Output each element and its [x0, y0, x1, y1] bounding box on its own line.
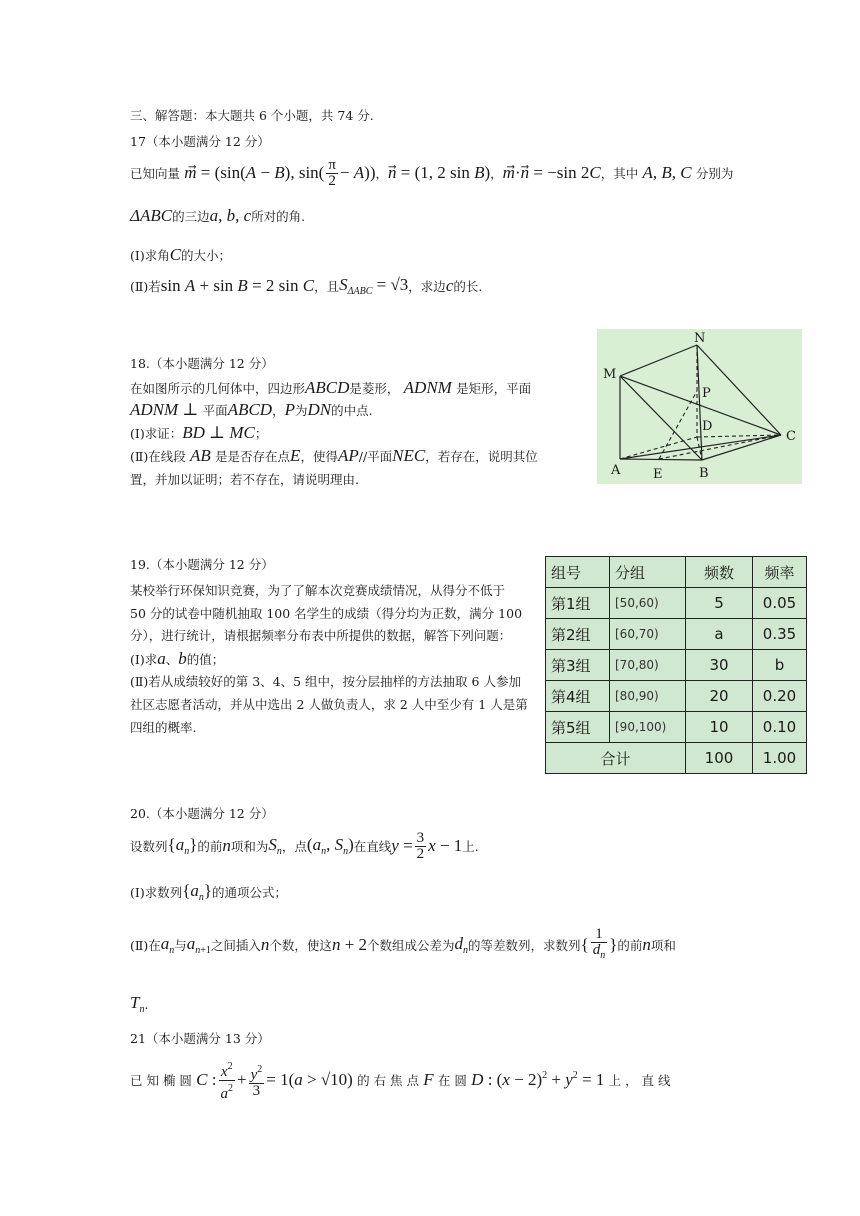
q19-part2-line: (Ⅱ)若从成绩较好的第 3、4、5 组中，按分层抽样的方法抽取 6 人参加 [130, 674, 521, 689]
table-cell: [90,100) [610, 712, 686, 743]
table-row [546, 619, 807, 650]
table-cell: 0.35 [753, 619, 807, 650]
table-row [546, 712, 807, 743]
table-cell: [60,70) [610, 619, 686, 650]
q18-title: 18.（本小题满分 12 分） [130, 356, 274, 371]
table-header-row [546, 557, 807, 588]
table-row [546, 650, 807, 681]
q17-part2: (Ⅱ)若 sin A + sin B = 2 sin C ，且 $S_{\Delta ABC} = √3$ ，求边 c 的长. [130, 275, 483, 297]
table-cell: 100 [686, 743, 753, 774]
label-A: A [611, 463, 621, 478]
q19-part1: (Ⅰ)求 a 、 b 的值； [130, 649, 225, 668]
label-D: D [702, 419, 713, 434]
q20-title: 20.（本小题满分 12 分） [130, 806, 274, 821]
label-B: B [699, 466, 709, 481]
table-cell: 30 [686, 650, 753, 681]
table-cell: 第3组 [546, 650, 610, 681]
q20-part2-end: $T_n$ . [130, 993, 149, 1015]
table-row [546, 681, 807, 712]
q18-line1: 在如图所示的几何体中，四边形 ABCD 是菱形， ADNM 是矩形，平面 [130, 378, 532, 397]
table-cell: [50,60) [610, 588, 686, 619]
q17-line2: ΔABC 的三边 a, b, c 所对的角. [130, 206, 306, 225]
q17-text: 已知向量 [130, 166, 181, 181]
table-header: 分组 [610, 557, 686, 588]
table-cell: [80,90) [610, 681, 686, 712]
q20-line1: 设数列 $\{a_n\}$ 的前 n 项和为 $S_n$ ，点 ($a_n$, $S_n$) 在直线 y = $\frac{3}{2}$ x − 1 上. [130, 829, 479, 862]
q21-title: 21（本小题满分 13 分） [130, 1031, 270, 1046]
section-header: 三、解答题：本大题共 6 个小题，共 74 分. [130, 108, 374, 123]
q19-part2-line: 社区志愿者活动，并从中选出 2 人做负责人，求 2 人中至少有 1 人是第 [130, 697, 528, 712]
q19-title: 19.（本小题满分 12 分） [130, 557, 274, 572]
q18-part1: (Ⅰ)求证： BD ⊥ MC ； [130, 423, 268, 442]
table-cell: 0.20 [753, 681, 807, 712]
table-cell: 0.10 [753, 712, 807, 743]
table-cell: a [686, 619, 753, 650]
label-M: M [603, 367, 617, 382]
table-row [546, 588, 807, 619]
q17-title: 17（本小题满分 12 分） [130, 134, 270, 149]
table-cell: 1.00 [753, 743, 807, 774]
table-cell: 10 [686, 712, 753, 743]
table-cell: 第4组 [546, 681, 610, 712]
geometry-figure [597, 329, 802, 484]
table-cell: 5 [686, 588, 753, 619]
table-cell: b [753, 650, 807, 681]
table-header: 频数 [686, 557, 753, 588]
label-N: N [694, 331, 706, 346]
q18-part2-cont: 置，并加以证明；若不存在，请说明理由. [130, 472, 359, 487]
table-cell: 第2组 [546, 619, 610, 650]
table-cell: 第5组 [546, 712, 610, 743]
table-cell: [70,80) [610, 650, 686, 681]
table-cell: 合计 [546, 743, 686, 774]
table-header: 频率 [753, 557, 807, 588]
table-cell: 第1组 [546, 588, 610, 619]
q19-line: 50 分的试卷中随机抽取 100 名学生的成绩（得分均为正数，满分 100 [130, 606, 523, 621]
label-E: E [653, 467, 663, 482]
q18-part2: (Ⅱ)在线段 AB 是是否存在点 E ，使得 AP //平面 NEC ，若存在，说明其位 [130, 446, 538, 465]
table-cell: 0.05 [753, 588, 807, 619]
table-total-row [546, 743, 807, 774]
label-C: C [786, 429, 796, 444]
frequency-table [545, 556, 807, 774]
q19-part2-line: 四组的概率. [130, 720, 197, 735]
q21-line1: 已 知 椭 圆 C : $\frac{x^2}{a^2}$ + $\frac{y^2}{3}$ = 1(a > √10) 的 右 焦 点 F 在 圆 D : $(x - 2)^2 + y^2 = 1$ 上 ， 直 线 [130, 1060, 671, 1102]
label-P: P [702, 386, 711, 401]
q19-line: 某校举行环保知识竞赛，为了了解本次竞赛成绩情况，从得分不低于 [130, 583, 506, 598]
table-header: 组号 [546, 557, 610, 588]
q20-part2: (Ⅱ)在 $a_n$ 与 $a_{n+1}$ 之间插入 n 个数，使这 n + 2 个数组成公差为 $d_n$ 的等差数列，求数列 { $\frac{1}{d_n}$ } 的前 n 项和 [130, 926, 676, 961]
table-cell: 20 [686, 681, 753, 712]
q18-line2: ADNM ⊥ 平面 ABCD ， P 为 DN 的中点. [130, 400, 373, 419]
q17-line1: 已知向量 m⃗ = (sin(A − B), sin( $\frac{\pi}{2}$ − A)) ， n⃗ = (1, 2 sin B) ， m⃗·n⃗ = −sin 2C ，其中 A, B, C 分别为 [130, 156, 734, 189]
q20-part1: (Ⅰ)求数列 $\{a_n\}$ 的通项公式； [130, 881, 288, 903]
q19-line: 分），进行统计，请根据频率分布表中所提供的数据，解答下列问题： [130, 628, 512, 643]
q17-part1: (Ⅰ)求角 C 的大小； [130, 245, 232, 264]
